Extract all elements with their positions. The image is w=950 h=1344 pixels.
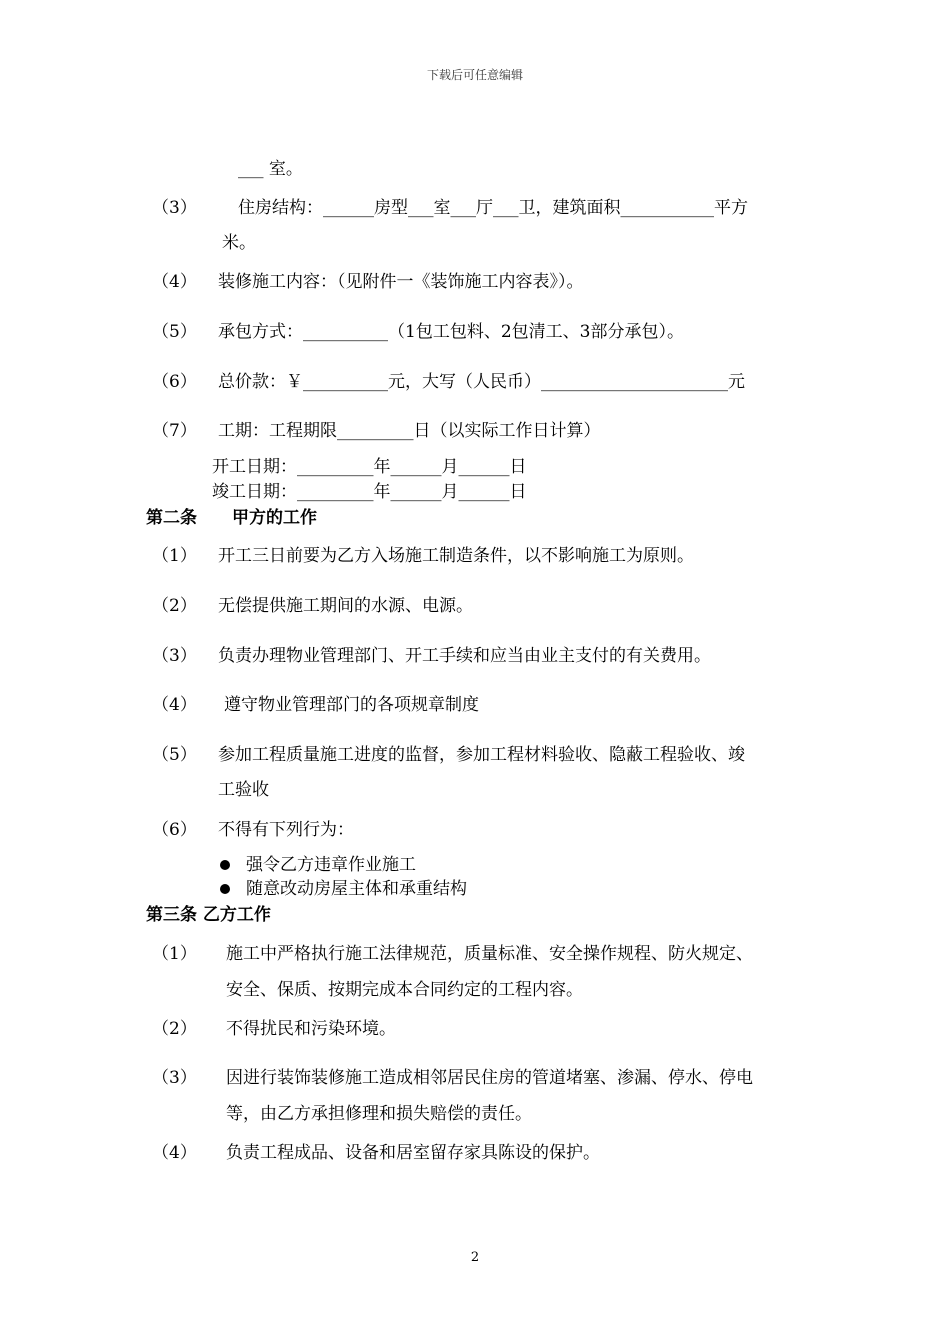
start-date: 开工日期：_________年______月______日: [212, 457, 527, 477]
a2-item-5-number: （5）: [152, 745, 197, 765]
a3-item-1-number: （1）: [152, 944, 197, 964]
a2-item-2-text: 无偿提供施工期间的水源、电源。: [218, 596, 473, 616]
bullet-item-1: 强令乙方违章作业施工: [246, 855, 416, 875]
a2-item-6-text: 不得有下列行为：: [218, 820, 354, 840]
a3-item-3-continuation: 等，由乙方承担修理和损失赔偿的责任。: [226, 1104, 532, 1124]
a2-item-3-text: 负责办理物业管理部门、开工手续和应当由业主支付的有关费用。: [218, 646, 711, 666]
a2-item-6-number: （6）: [152, 820, 197, 840]
a2-item-3-number: （3）: [152, 646, 197, 666]
a2-item-1-number: （1）: [152, 546, 197, 566]
a3-item-2-number: （2）: [152, 1019, 197, 1039]
item-6-number: （6）: [152, 372, 197, 392]
a3-item-1-text: 施工中严格执行施工法律规范，质量标准、安全操作规程、防火规定、: [226, 944, 753, 964]
page-header: 下载后可任意编辑: [426, 68, 523, 82]
a3-item-3-text: 因进行装饰装修施工造成相邻居民住房的管道堵塞、渗漏、停水、停电: [226, 1068, 753, 1088]
page-number: 2: [470, 1250, 480, 1265]
a3-item-4-number: （4）: [152, 1143, 197, 1163]
bullet-icon: [220, 884, 230, 894]
article-3-title: 第三条 乙方工作: [146, 905, 271, 925]
item-5-text: 承包方式：__________（1包工包料、2包清工、3部分承包）。: [218, 322, 684, 342]
a3-item-1-continuation: 安全、保质、按期完成本合同约定的工程内容。: [226, 980, 583, 1000]
item-3-text: 住房结构：______房型___室___厅___卫，建筑面积___________平方: [238, 198, 748, 218]
a2-item-1-text: 开工三日前要为乙方入场施工制造条件，以不影响施工为原则。: [218, 546, 694, 566]
a2-item-4-text: 遵守物业管理部门的各项规章制度: [224, 695, 479, 715]
item-7-number: （7）: [152, 421, 197, 441]
item-4-text: 装修施工内容：（见附件一《装饰施工内容表》）。: [218, 272, 584, 292]
a2-item-4-number: （4）: [152, 695, 197, 715]
end-date: 竣工日期：_________年______月______日: [212, 482, 527, 502]
item-5-number: （5）: [152, 322, 197, 342]
article-2-title: 甲方的工作: [232, 508, 317, 528]
a3-item-2-text: 不得扰民和污染环境。: [226, 1019, 396, 1039]
a2-item-2-number: （2）: [152, 596, 197, 616]
a3-item-3-number: （3）: [152, 1068, 197, 1088]
a2-item-5-text: 参加工程质量施工进度的监督，参加工程材料验收、隐蔽工程验收、竣: [218, 745, 745, 765]
bullet-icon: [220, 860, 230, 870]
item-7-text: 工期：工程期限_________日（以实际工作日计算）: [218, 421, 601, 441]
item-3-continuation: 米。: [222, 233, 256, 253]
bullet-item-2: 随意改动房屋主体和承重结构: [246, 879, 467, 899]
item-3-number: （3）: [152, 198, 197, 218]
article-2-number: 第二条: [146, 508, 197, 528]
a2-item-5-continuation: 工验收: [218, 780, 269, 800]
a3-item-4-text: 负责工程成品、设备和居室留存家具陈设的保护。: [226, 1143, 600, 1163]
item-6-text: 总价款：￥__________元，大写（人民币）______________________元: [218, 372, 745, 392]
room-line: ___ 室。: [238, 159, 303, 179]
item-4-number: （4）: [152, 272, 197, 292]
